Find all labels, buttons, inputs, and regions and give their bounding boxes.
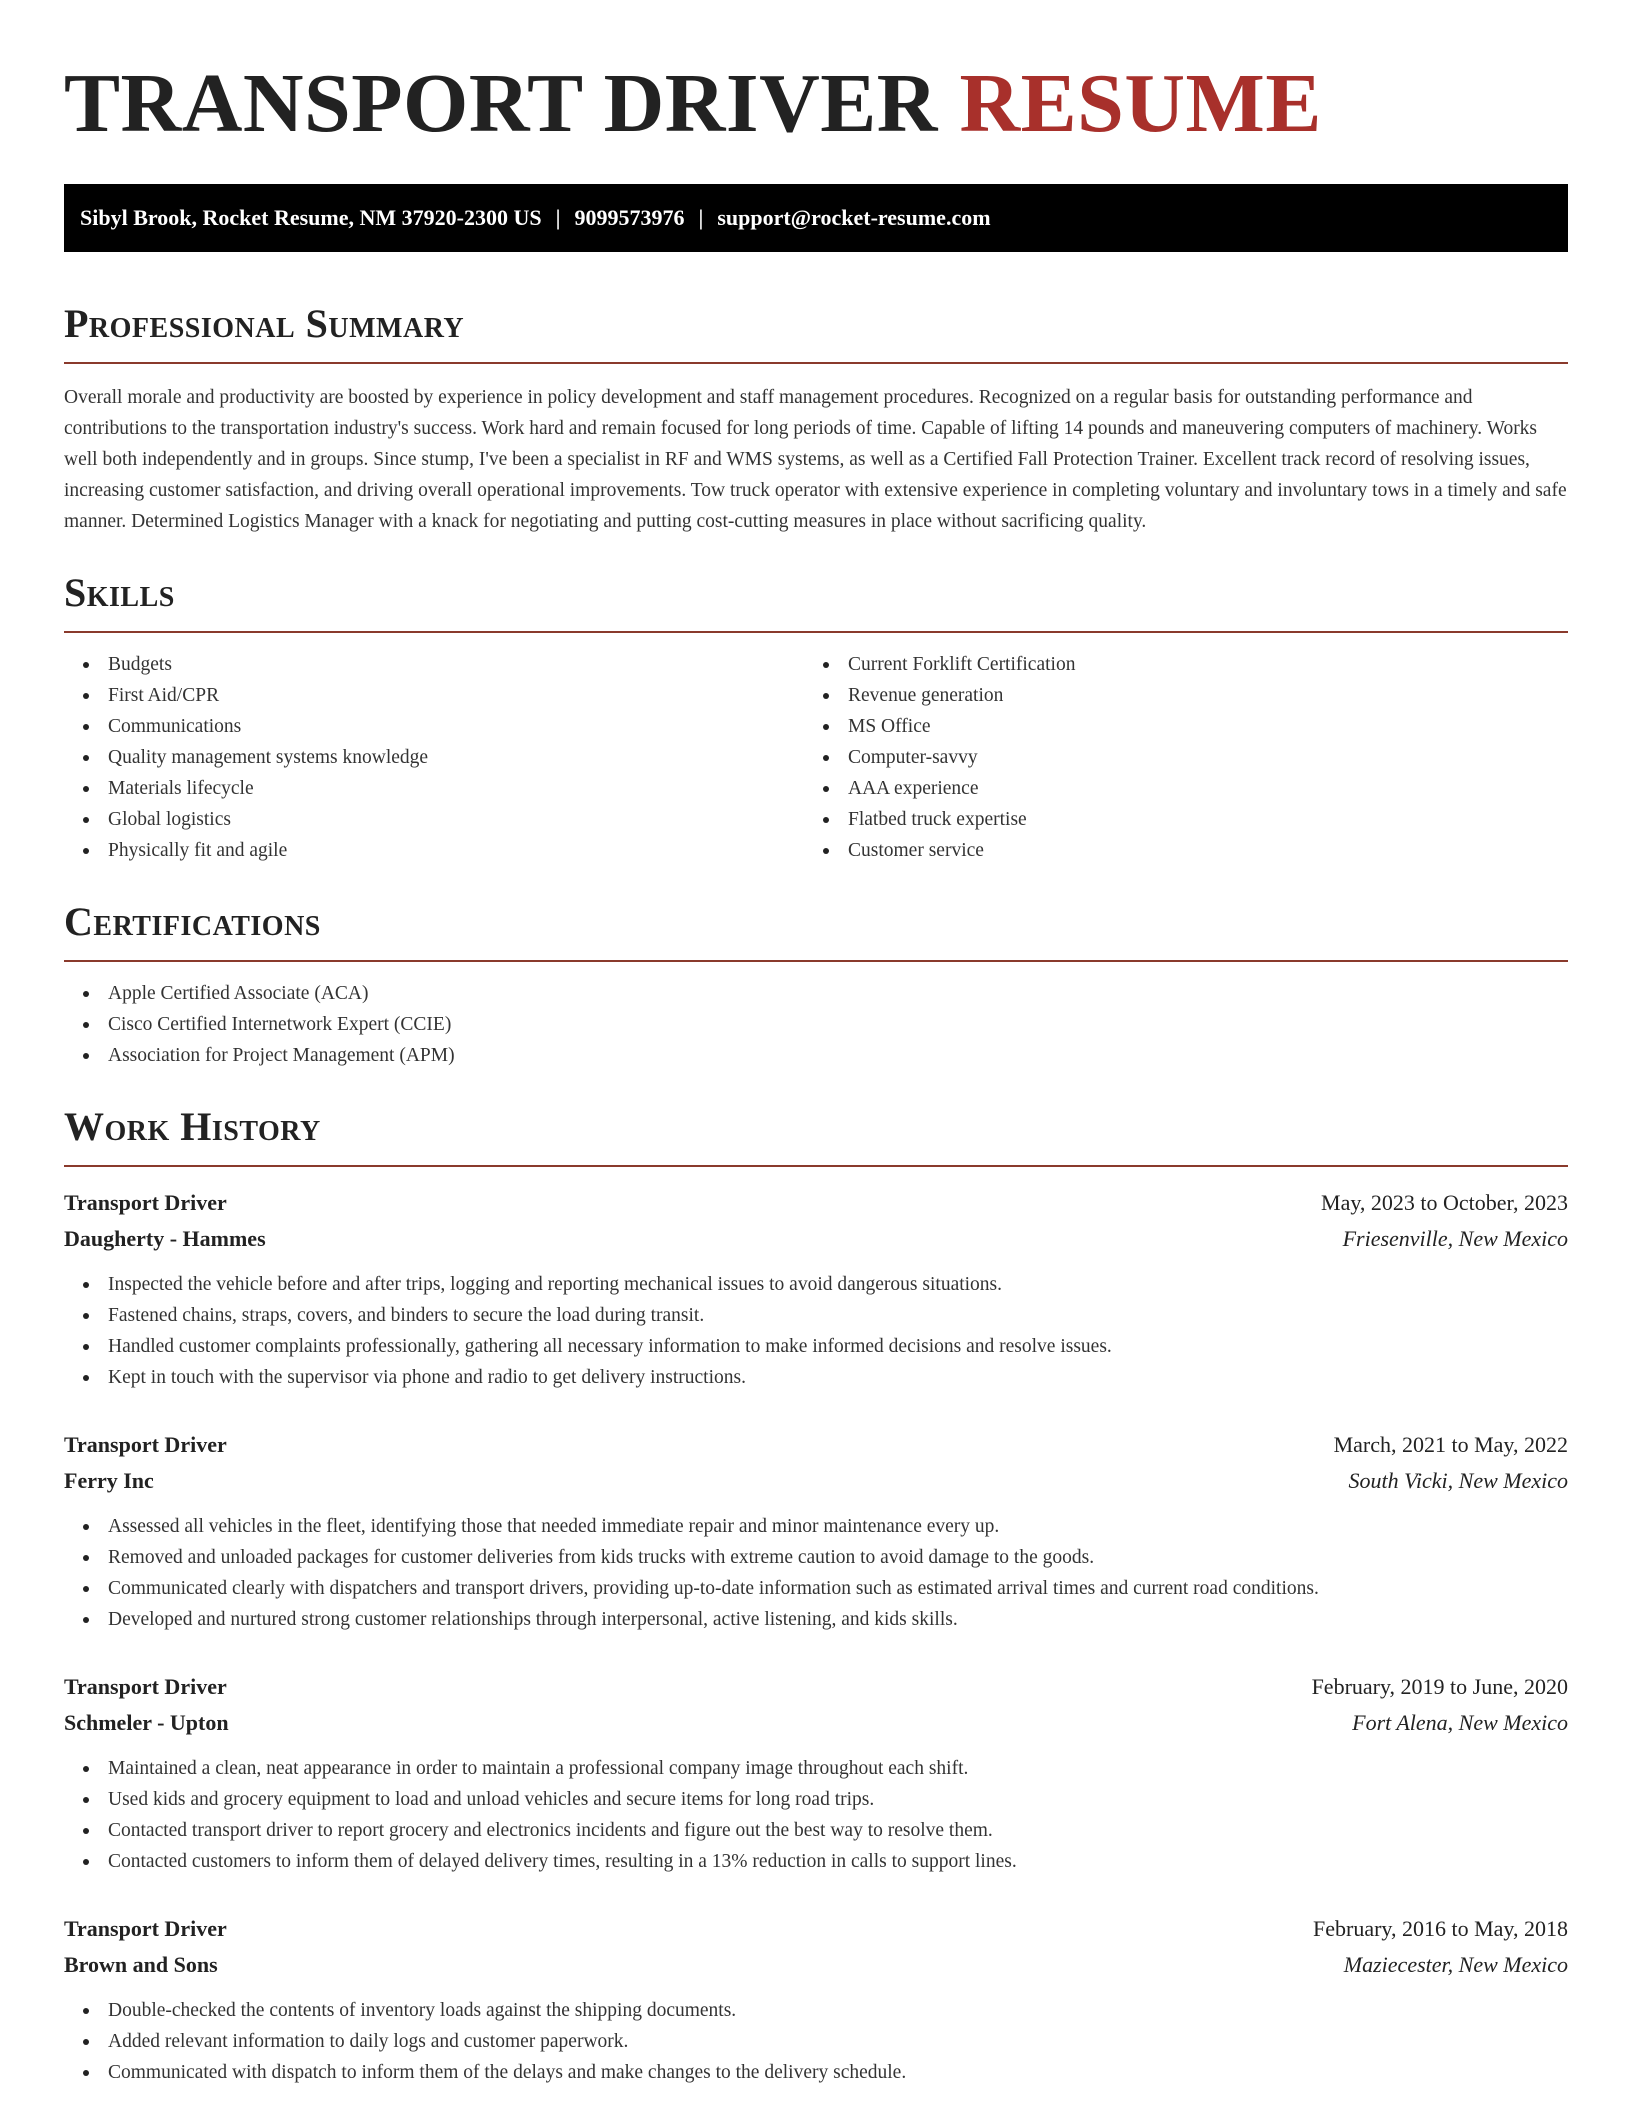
job-header-row: [64, 1185, 1568, 1221]
job-location: Friesenville, New Mexico: [1342, 1226, 1568, 1251]
title-accent: RESUME: [959, 57, 1322, 150]
job-company: Ferry Inc: [64, 1468, 154, 1493]
job-header-row: [64, 1911, 1568, 1947]
job-entry: [64, 1669, 1568, 1877]
contact-address: Sibyl Brook, Rocket Resume, NM 37920-2300 US: [80, 205, 542, 230]
skill-item: Budgets: [64, 649, 804, 680]
skill-item: MS Office: [804, 711, 1544, 742]
skill-item: Revenue generation: [804, 680, 1544, 711]
certification-item: Association for Project Management (APM): [64, 1040, 1568, 1071]
contact-separator: |: [698, 205, 704, 230]
job-company: Daugherty - Hammes: [64, 1226, 266, 1251]
job-header-row: [64, 1427, 1568, 1463]
work-history-section: [64, 1101, 1568, 2088]
certification-item: Apple Certified Associate (ACA): [64, 978, 1568, 1009]
job-duties-list: [64, 1995, 1568, 2088]
skills-columns: [64, 649, 1568, 866]
skills-list-right: [804, 649, 1544, 866]
skills-list-left: [64, 649, 804, 866]
job-title: Transport Driver: [64, 1916, 227, 1941]
work-history-heading: Work History: [64, 1104, 321, 1149]
skill-item: First Aid/CPR: [64, 680, 804, 711]
jobs-list: [64, 1185, 1568, 2088]
skill-item: Materials lifecycle: [64, 773, 804, 804]
job-duty-item: Communicated with dispatch to inform them of the delays and make changes to the delivery schedule.: [64, 2057, 1568, 2088]
job-title: Transport Driver: [64, 1674, 227, 1699]
section-divider: [64, 960, 1568, 962]
section-divider: [64, 631, 1568, 633]
job-dates: February, 2019 to June, 2020: [1311, 1674, 1568, 1699]
skill-item: Global logistics: [64, 804, 804, 835]
skill-item: AAA experience: [804, 773, 1544, 804]
job-entry: [64, 1911, 1568, 2088]
skill-item: Communications: [64, 711, 804, 742]
job-title: Transport Driver: [64, 1190, 227, 1215]
job-duty-item: Removed and unloaded packages for customer deliveries from kids trucks with extreme caution to avoid damage to the goods.: [64, 1542, 1568, 1573]
job-duty-item: Contacted customers to inform them of delayed delivery times, resulting in a 13% reduction in calls to support lines.: [64, 1846, 1568, 1877]
page-title: [64, 0, 1568, 152]
job-duty-item: Inspected the vehicle before and after trips, logging and reporting mechanical issues to avoid dangerous situations.: [64, 1269, 1568, 1300]
job-company-row: [64, 1947, 1568, 1983]
job-entry: [64, 1185, 1568, 1393]
job-company-row: [64, 1463, 1568, 1499]
job-duty-item: Added relevant information to daily logs and customer paperwork.: [64, 2026, 1568, 2057]
job-duty-item: Communicated clearly with dispatchers and transport drivers, providing up-to-date information such as estimated arrival times and current road conditions.: [64, 1573, 1568, 1604]
skill-item: Customer service: [804, 835, 1544, 866]
section-divider: [64, 362, 1568, 364]
job-duty-item: Contacted transport driver to report grocery and electronics incidents and figure out the best way to resolve them.: [64, 1815, 1568, 1846]
job-location: Maziecester, New Mexico: [1343, 1952, 1568, 1977]
job-duty-item: Used kids and grocery equipment to load and unload vehicles and secure items for long road trips.: [64, 1784, 1568, 1815]
skill-item: Current Forklift Certification: [804, 649, 1544, 680]
skill-item: Physically fit and agile: [64, 835, 804, 866]
certification-item: Cisco Certified Internetwork Expert (CCIE): [64, 1009, 1568, 1040]
certifications-section: [64, 896, 1568, 1071]
job-duty-item: Double-checked the contents of inventory loads against the shipping documents.: [64, 1995, 1568, 2026]
job-duties-list: [64, 1753, 1568, 1877]
job-location: South Vicki, New Mexico: [1348, 1468, 1568, 1493]
contact-separator: |: [555, 205, 561, 230]
job-title: Transport Driver: [64, 1432, 227, 1457]
skills-section: [64, 567, 1568, 866]
certifications-heading: Certifications: [64, 899, 321, 944]
job-duty-item: Assessed all vehicles in the fleet, identifying those that needed immediate repair and minor maintenance every up.: [64, 1511, 1568, 1542]
job-duty-item: Developed and nurtured strong customer relationships through interpersonal, active listening, and kids skills.: [64, 1604, 1568, 1635]
job-dates: March, 2021 to May, 2022: [1333, 1432, 1568, 1457]
resume-page: [64, 0, 1568, 2088]
job-company: Brown and Sons: [64, 1952, 218, 1977]
skill-item: Computer-savvy: [804, 742, 1544, 773]
job-company-row: [64, 1705, 1568, 1741]
job-duties-list: [64, 1269, 1568, 1393]
summary-section: [64, 298, 1568, 537]
job-duty-item: Maintained a clean, neat appearance in order to maintain a professional company image throughout each shift.: [64, 1753, 1568, 1784]
job-entry: [64, 1427, 1568, 1635]
skill-item: Flatbed truck expertise: [804, 804, 1544, 835]
job-duty-item: Fastened chains, straps, covers, and binders to secure the load during transit.: [64, 1300, 1568, 1331]
job-header-row: [64, 1669, 1568, 1705]
job-duty-item: Handled customer complaints professionally, gathering all necessary information to make informed decisions and resolve issues.: [64, 1331, 1568, 1362]
contact-bar: [64, 184, 1568, 252]
skills-heading: Skills: [64, 570, 175, 615]
job-company-row: [64, 1221, 1568, 1257]
job-duties-list: [64, 1511, 1568, 1635]
title-main: TRANSPORT DRIVER: [64, 57, 938, 150]
contact-phone: 9099573976: [574, 205, 685, 230]
job-dates: February, 2016 to May, 2018: [1313, 1916, 1568, 1941]
skill-item: Quality management systems knowledge: [64, 742, 804, 773]
job-dates: May, 2023 to October, 2023: [1321, 1190, 1568, 1215]
job-company: Schmeler - Upton: [64, 1710, 229, 1735]
section-divider: [64, 1165, 1568, 1167]
summary-text: Overall morale and productivity are boosted by experience in policy development and staff management procedures. Recognized on a regular basis for outstanding performance and contributions to the transportation industry's success. Work hard and remain focused for long periods of time. Capable of lifting 14 pounds and maneuvering computers of machinery. Works well both independently and in groups. Since stump, I've been a specialist in RF and WMS systems, as well as a Certified Fall Protection Trainer. Excellent track record of resolving issues, increasing customer satisfaction, and driving overall operational improvements. Tow truck operator with extensive experience in completing voluntary and involuntary tows in a timely and safe manner. Determined Logistics Manager with a knack for negotiating and putting cost-cutting measures in place without sacrificing quality.: [64, 387, 1567, 532]
certifications-list: [64, 978, 1568, 1071]
job-duty-item: Kept in touch with the supervisor via phone and radio to get delivery instructions.: [64, 1362, 1568, 1393]
contact-email: support@rocket-resume.com: [717, 205, 991, 230]
job-location: Fort Alena, New Mexico: [1352, 1710, 1568, 1735]
summary-heading: Professional Summary: [64, 301, 465, 346]
